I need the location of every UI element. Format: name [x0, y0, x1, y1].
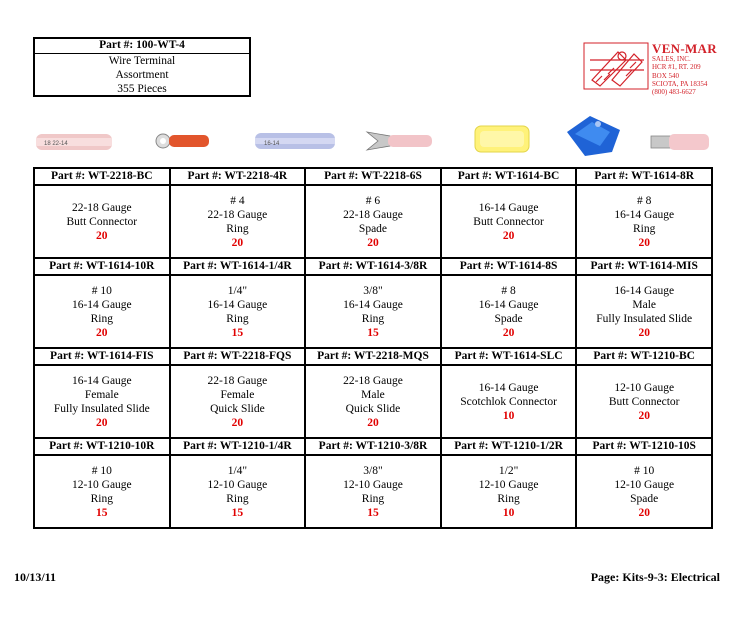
description-line: Fully Insulated Slide [53, 402, 150, 415]
svg-text:18 22-14: 18 22-14 [44, 141, 68, 147]
part-number-cell: Part #: WT-1210-1/4R [170, 438, 306, 455]
part-number-cell: Part #: WT-1210-10R [34, 438, 170, 455]
description-line: # 10 [91, 284, 112, 297]
description-line: 12-10 Gauge [71, 478, 132, 491]
quantity-value: 15 [367, 326, 379, 339]
quantity-value: 20 [638, 326, 650, 339]
part-number-row [34, 258, 712, 275]
part-number-cell: Part #: WT-1210-BC [576, 348, 712, 365]
parts-table [33, 167, 713, 529]
part-description-cell [170, 455, 306, 528]
heat-shrink-butt-photo [255, 133, 335, 149]
quantity-value: 15 [367, 506, 379, 519]
description-line: # 8 [501, 284, 516, 297]
quantity-value: 15 [231, 326, 244, 339]
part-description-cell [576, 365, 712, 438]
description-line: Male [361, 388, 385, 401]
part-description-cell [305, 365, 441, 438]
description-line: Ring [90, 312, 113, 325]
part-description-cell [441, 275, 577, 348]
description-line: Scotchlok Connector [460, 395, 557, 408]
description-line: 16-14 Gauge [343, 298, 403, 311]
svg-text:16-14: 16-14 [264, 141, 280, 147]
description-line: 3/8" [363, 284, 383, 297]
description-line: Quick Slide [345, 402, 401, 415]
part-number-cell: Part #: WT-2218-6S [305, 168, 441, 185]
description-line: 22-18 Gauge [343, 374, 403, 387]
description-line: 3/8" [363, 464, 383, 477]
quantity-value: 20 [502, 229, 515, 242]
quantity-value: 20 [96, 229, 108, 242]
quantity-value: 20 [96, 326, 108, 339]
part-number-cell: Part #: WT-2218-4R [170, 168, 306, 185]
description-line: 1/4" [227, 464, 248, 477]
quantity-value: 20 [231, 236, 244, 249]
part-description-row [34, 365, 712, 438]
description-line: 12-10 Gauge [207, 478, 268, 491]
description-line: Ring [361, 312, 385, 325]
quantity-value: 20 [367, 236, 379, 249]
quantity-value: 20 [638, 506, 650, 519]
part-number-cell: Part #: WT-1210-1/2R [441, 438, 577, 455]
description-line: Ring [226, 312, 249, 325]
scotchlok-connector-photo [567, 116, 620, 156]
male-slide-photo [651, 134, 709, 150]
description-line: Spade [494, 312, 523, 325]
part-description-cell [305, 455, 441, 528]
brand-name: VEN-MAR [652, 41, 717, 56]
part-number-cell: Part #: WT-1614-10R [34, 258, 170, 275]
quantity-value: 15 [231, 506, 244, 519]
description-line: 12-10 Gauge [478, 478, 539, 491]
description-line: # 4 [230, 194, 245, 207]
kit-piece-count: 355 Pieces [117, 83, 167, 95]
description-line: 16-14 Gauge [478, 201, 539, 214]
description-line: Butt Connector [473, 215, 544, 228]
quantity-value: 20 [638, 236, 650, 249]
description-line: 22-18 Gauge [343, 208, 403, 221]
part-number-cell: Part #: WT-1614-3/8R [305, 258, 441, 275]
part-description-cell [34, 455, 170, 528]
butt-connector-photo [36, 134, 112, 150]
description-line: Quick Slide [210, 402, 265, 415]
quantity-value: 10 [502, 409, 515, 422]
part-description-cell [305, 185, 441, 258]
description-line: 1/2" [498, 464, 519, 477]
part-description-cell [441, 185, 577, 258]
description-line: 22-18 Gauge [207, 208, 268, 221]
description-line: 22-18 Gauge [71, 201, 132, 214]
part-number-cell: Part #: WT-1614-MIS [576, 258, 712, 275]
kit-title-line: Assortment [115, 69, 169, 81]
description-line: Ring [633, 222, 656, 235]
quantity-value: 20 [502, 326, 515, 339]
part-description-cell [441, 365, 577, 438]
spade-terminal-photo [367, 132, 432, 150]
part-description-cell [305, 275, 441, 348]
part-description-row [34, 185, 712, 258]
description-line: 16-14 Gauge [614, 284, 675, 297]
description-line: 1/4" [227, 284, 248, 297]
part-number-cell: Part #: WT-1614-FIS [34, 348, 170, 365]
description-line: Spade [630, 492, 659, 505]
description-line: Butt Connector [608, 395, 680, 408]
kit-title-line: Wire Terminal [108, 55, 176, 67]
part-number-cell: Part #: WT-2218-BC [34, 168, 170, 185]
description-line: # 8 [637, 194, 652, 207]
part-description-cell [576, 455, 712, 528]
description-line: Male [632, 298, 656, 311]
part-number-cell: Part #: WT-1210-10S [576, 438, 712, 455]
description-line: 16-14 Gauge [71, 298, 132, 311]
description-line: Ring [497, 492, 520, 505]
part-number-row [34, 168, 712, 185]
description-line: 16-14 Gauge [614, 208, 675, 221]
part-description-cell [170, 185, 306, 258]
part-number-cell: Part #: WT-2218-FQS [170, 348, 306, 365]
ven-mar-logo [582, 40, 732, 96]
part-description-cell [576, 185, 712, 258]
part-description-cell [34, 185, 170, 258]
part-description-cell [441, 455, 577, 528]
quick-slide-photo [475, 126, 529, 152]
kit-part-number: Part #: 100-WT-4 [35, 39, 249, 54]
description-line: 16-14 Gauge [478, 298, 539, 311]
part-number-row [34, 438, 712, 455]
company-address: SALES, INC. HCR #1, RT. 209 BOX 540 SCIOTA, PA 18354 (800) 483-6627 [652, 55, 708, 97]
description-line: Ring [90, 492, 113, 505]
footer-date: 10/13/11 [14, 570, 57, 584]
description-line: 22-18 Gauge [207, 374, 268, 387]
part-description-cell [576, 275, 712, 348]
part-description-cell [170, 275, 306, 348]
part-number-cell: Part #: WT-1210-3/8R [305, 438, 441, 455]
part-number-cell: Part #: WT-1614-8R [576, 168, 712, 185]
description-line: Ring [361, 492, 385, 505]
part-description-row [34, 275, 712, 348]
description-line: 16-14 Gauge [478, 381, 539, 394]
description-line: 12-10 Gauge [343, 478, 403, 491]
part-number-cell: Part #: WT-1614-1/4R [170, 258, 306, 275]
kit-header-box [33, 37, 251, 97]
part-number-cell: Part #: WT-2218-MQS [305, 348, 441, 365]
description-line: # 6 [365, 194, 381, 207]
part-number-cell: Part #: WT-1614-8S [441, 258, 577, 275]
part-number-cell: Part #: WT-1614-SLC [441, 348, 577, 365]
description-line: Fully Insulated Slide [596, 312, 693, 325]
description-line: Ring [226, 492, 249, 505]
description-line: Female [84, 388, 119, 401]
description-line: # 10 [634, 464, 655, 477]
part-description-row [34, 455, 712, 528]
description-line: Female [220, 388, 255, 401]
description-line: # 10 [91, 464, 112, 477]
part-description-cell [34, 275, 170, 348]
quantity-value: 20 [96, 416, 108, 429]
ven-mar-logo-icon [582, 40, 652, 92]
ring-terminal-photo [156, 134, 209, 148]
quantity-value: 20 [231, 416, 244, 429]
description-line: 16-14 Gauge [71, 374, 132, 387]
part-description-cell [34, 365, 170, 438]
product-photo-strip [0, 110, 748, 165]
footer-page-label: Page: Kits-9-3: Electrical [590, 570, 720, 584]
part-description-cell [170, 365, 306, 438]
description-line: 12-10 Gauge [614, 381, 675, 394]
quantity-value: 20 [638, 409, 650, 422]
quantity-value: 10 [502, 506, 515, 519]
quantity-value: 15 [96, 506, 108, 519]
description-line: Butt Connector [66, 215, 138, 228]
part-number-cell: Part #: WT-1614-BC [441, 168, 577, 185]
quantity-value: 20 [367, 416, 379, 429]
description-line: 16-14 Gauge [207, 298, 268, 311]
description-line: Ring [226, 222, 249, 235]
description-line: 12-10 Gauge [614, 478, 675, 491]
description-line: Spade [358, 222, 388, 235]
part-number-row [34, 348, 712, 365]
